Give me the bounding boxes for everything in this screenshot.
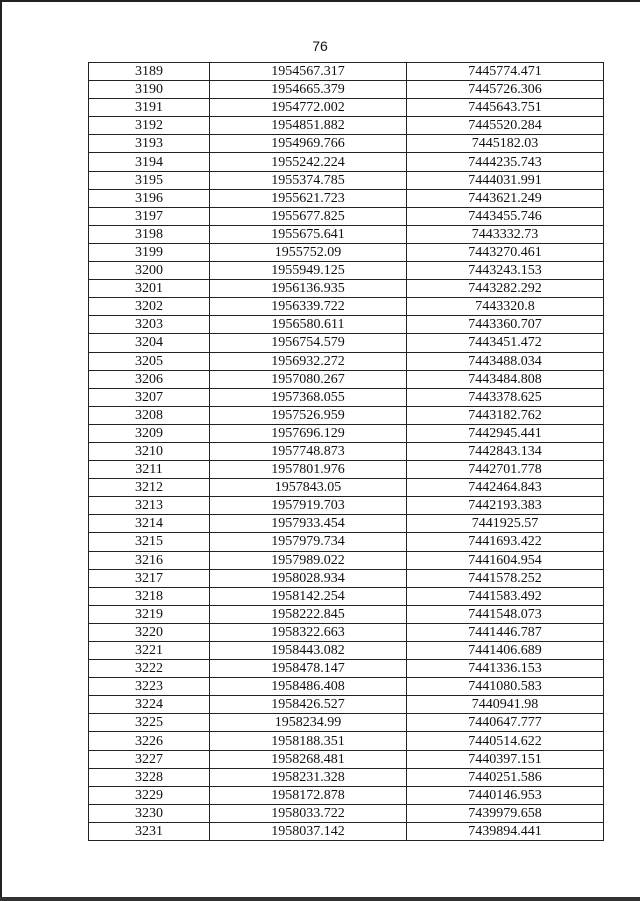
point-number-cell: 3210 xyxy=(89,442,210,460)
table-row xyxy=(89,388,604,406)
point-number-cell: 3215 xyxy=(89,533,210,551)
table-row xyxy=(89,660,604,678)
y-coordinate-cell: 7443360.707 xyxy=(407,316,604,334)
x-coordinate-cell: 1954851.882 xyxy=(210,117,407,135)
table-row xyxy=(89,461,604,479)
x-coordinate-cell: 1955675.641 xyxy=(210,225,407,243)
coordinates-table-body xyxy=(89,63,604,841)
x-coordinate-cell: 1958172.878 xyxy=(210,786,407,804)
point-number-cell: 3197 xyxy=(89,207,210,225)
table-row xyxy=(89,370,604,388)
y-coordinate-cell: 7444031.991 xyxy=(407,171,604,189)
y-coordinate-cell: 7440251.586 xyxy=(407,768,604,786)
point-number-cell: 3200 xyxy=(89,262,210,280)
point-number-cell: 3225 xyxy=(89,714,210,732)
x-coordinate-cell: 1958037.142 xyxy=(210,822,407,840)
table-row xyxy=(89,605,604,623)
point-number-cell: 3193 xyxy=(89,135,210,153)
table-row xyxy=(89,298,604,316)
table-row xyxy=(89,442,604,460)
y-coordinate-cell: 7442843.134 xyxy=(407,442,604,460)
point-number-cell: 3189 xyxy=(89,63,210,81)
point-number-cell: 3230 xyxy=(89,804,210,822)
table-row xyxy=(89,334,604,352)
table-row xyxy=(89,497,604,515)
x-coordinate-cell: 1957696.129 xyxy=(210,424,407,442)
point-number-cell: 3219 xyxy=(89,605,210,623)
point-number-cell: 3190 xyxy=(89,81,210,99)
point-number-cell: 3212 xyxy=(89,479,210,497)
y-coordinate-cell: 7445520.284 xyxy=(407,117,604,135)
y-coordinate-cell: 7441446.787 xyxy=(407,623,604,641)
y-coordinate-cell: 7441693.422 xyxy=(407,533,604,551)
table-row xyxy=(89,280,604,298)
y-coordinate-cell: 7443378.625 xyxy=(407,388,604,406)
point-number-cell: 3202 xyxy=(89,298,210,316)
table-row xyxy=(89,822,604,840)
table-row xyxy=(89,696,604,714)
x-coordinate-cell: 1958142.254 xyxy=(210,587,407,605)
point-number-cell: 3203 xyxy=(89,316,210,334)
table-row xyxy=(89,623,604,641)
scan-border-left xyxy=(0,0,2,901)
x-coordinate-cell: 1957989.022 xyxy=(210,551,407,569)
table-row xyxy=(89,804,604,822)
x-coordinate-cell: 1955752.09 xyxy=(210,243,407,261)
y-coordinate-cell: 7440941.98 xyxy=(407,696,604,714)
table-row xyxy=(89,99,604,117)
x-coordinate-cell: 1955677.825 xyxy=(210,207,407,225)
x-coordinate-cell: 1957933.454 xyxy=(210,515,407,533)
table-row xyxy=(89,732,604,750)
table-row xyxy=(89,153,604,171)
x-coordinate-cell: 1956339.722 xyxy=(210,298,407,316)
x-coordinate-cell: 1958268.481 xyxy=(210,750,407,768)
x-coordinate-cell: 1956136.935 xyxy=(210,280,407,298)
table-row xyxy=(89,786,604,804)
point-number-cell: 3196 xyxy=(89,189,210,207)
table-row xyxy=(89,642,604,660)
y-coordinate-cell: 7442701.778 xyxy=(407,461,604,479)
y-coordinate-cell: 7443320.8 xyxy=(407,298,604,316)
table-row xyxy=(89,63,604,81)
y-coordinate-cell: 7445643.751 xyxy=(407,99,604,117)
table-row xyxy=(89,135,604,153)
point-number-cell: 3214 xyxy=(89,515,210,533)
point-number-cell: 3205 xyxy=(89,352,210,370)
point-number-cell: 3213 xyxy=(89,497,210,515)
y-coordinate-cell: 7442193.383 xyxy=(407,497,604,515)
table-row xyxy=(89,207,604,225)
point-number-cell: 3221 xyxy=(89,642,210,660)
x-coordinate-cell: 1956932.272 xyxy=(210,352,407,370)
table-row xyxy=(89,569,604,587)
point-number-cell: 3194 xyxy=(89,153,210,171)
table-row xyxy=(89,551,604,569)
x-coordinate-cell: 1957979.734 xyxy=(210,533,407,551)
x-coordinate-cell: 1958028.934 xyxy=(210,569,407,587)
x-coordinate-cell: 1958231.328 xyxy=(210,768,407,786)
table-row xyxy=(89,750,604,768)
table-row xyxy=(89,225,604,243)
y-coordinate-cell: 7441604.954 xyxy=(407,551,604,569)
table-row xyxy=(89,243,604,261)
y-coordinate-cell: 7443455.746 xyxy=(407,207,604,225)
y-coordinate-cell: 7440397.151 xyxy=(407,750,604,768)
y-coordinate-cell: 7441406.689 xyxy=(407,642,604,660)
x-coordinate-cell: 1954665.379 xyxy=(210,81,407,99)
x-coordinate-cell: 1955621.723 xyxy=(210,189,407,207)
x-coordinate-cell: 1957748.873 xyxy=(210,442,407,460)
scan-border-top xyxy=(0,0,640,2)
point-number-cell: 3201 xyxy=(89,280,210,298)
y-coordinate-cell: 7443332.73 xyxy=(407,225,604,243)
table-row xyxy=(89,587,604,605)
y-coordinate-cell: 7440146.953 xyxy=(407,786,604,804)
point-number-cell: 3192 xyxy=(89,117,210,135)
x-coordinate-cell: 1958033.722 xyxy=(210,804,407,822)
point-number-cell: 3224 xyxy=(89,696,210,714)
x-coordinate-cell: 1957919.703 xyxy=(210,497,407,515)
x-coordinate-cell: 1958426.527 xyxy=(210,696,407,714)
point-number-cell: 3211 xyxy=(89,461,210,479)
point-number-cell: 3191 xyxy=(89,99,210,117)
table-row xyxy=(89,678,604,696)
point-number-cell: 3229 xyxy=(89,786,210,804)
y-coordinate-cell: 7441583.492 xyxy=(407,587,604,605)
table-row xyxy=(89,316,604,334)
x-coordinate-cell: 1958486.408 xyxy=(210,678,407,696)
y-coordinate-cell: 7445726.306 xyxy=(407,81,604,99)
table-row xyxy=(89,479,604,497)
table-row xyxy=(89,424,604,442)
x-coordinate-cell: 1958234.99 xyxy=(210,714,407,732)
y-coordinate-cell: 7440647.777 xyxy=(407,714,604,732)
point-number-cell: 3222 xyxy=(89,660,210,678)
x-coordinate-cell: 1957843.05 xyxy=(210,479,407,497)
x-coordinate-cell: 1956754.579 xyxy=(210,334,407,352)
point-number-cell: 3199 xyxy=(89,243,210,261)
x-coordinate-cell: 1954969.766 xyxy=(210,135,407,153)
point-number-cell: 3218 xyxy=(89,587,210,605)
point-number-cell: 3207 xyxy=(89,388,210,406)
table-row xyxy=(89,533,604,551)
x-coordinate-cell: 1958322.663 xyxy=(210,623,407,641)
point-number-cell: 3228 xyxy=(89,768,210,786)
y-coordinate-cell: 7444235.743 xyxy=(407,153,604,171)
table-row xyxy=(89,768,604,786)
y-coordinate-cell: 7443282.292 xyxy=(407,280,604,298)
point-number-cell: 3223 xyxy=(89,678,210,696)
y-coordinate-cell: 7440514.622 xyxy=(407,732,604,750)
point-number-cell: 3231 xyxy=(89,822,210,840)
y-coordinate-cell: 7443182.762 xyxy=(407,406,604,424)
coordinates-table xyxy=(88,62,604,841)
y-coordinate-cell: 7439979.658 xyxy=(407,804,604,822)
table-row xyxy=(89,262,604,280)
x-coordinate-cell: 1958478.147 xyxy=(210,660,407,678)
point-number-cell: 3217 xyxy=(89,569,210,587)
x-coordinate-cell: 1954772.002 xyxy=(210,99,407,117)
y-coordinate-cell: 7442945.441 xyxy=(407,424,604,442)
page-number: 76 xyxy=(312,38,328,54)
table-row xyxy=(89,714,604,732)
y-coordinate-cell: 7442464.843 xyxy=(407,479,604,497)
table-row xyxy=(89,117,604,135)
y-coordinate-cell: 7441080.583 xyxy=(407,678,604,696)
point-number-cell: 3198 xyxy=(89,225,210,243)
table-row xyxy=(89,81,604,99)
scan-border-bottom xyxy=(0,897,640,901)
y-coordinate-cell: 7445182.03 xyxy=(407,135,604,153)
x-coordinate-cell: 1955374.785 xyxy=(210,171,407,189)
point-number-cell: 3209 xyxy=(89,424,210,442)
x-coordinate-cell: 1957526.959 xyxy=(210,406,407,424)
y-coordinate-cell: 7439894.441 xyxy=(407,822,604,840)
x-coordinate-cell: 1955242.224 xyxy=(210,153,407,171)
y-coordinate-cell: 7441548.073 xyxy=(407,605,604,623)
point-number-cell: 3226 xyxy=(89,732,210,750)
x-coordinate-cell: 1957368.055 xyxy=(210,388,407,406)
y-coordinate-cell: 7441578.252 xyxy=(407,569,604,587)
y-coordinate-cell: 7443621.249 xyxy=(407,189,604,207)
x-coordinate-cell: 1958222.845 xyxy=(210,605,407,623)
y-coordinate-cell: 7443270.461 xyxy=(407,243,604,261)
point-number-cell: 3227 xyxy=(89,750,210,768)
x-coordinate-cell: 1955949.125 xyxy=(210,262,407,280)
x-coordinate-cell: 1958188.351 xyxy=(210,732,407,750)
table-row xyxy=(89,406,604,424)
y-coordinate-cell: 7443451.472 xyxy=(407,334,604,352)
point-number-cell: 3220 xyxy=(89,623,210,641)
y-coordinate-cell: 7441336.153 xyxy=(407,660,604,678)
table-row xyxy=(89,515,604,533)
table-row xyxy=(89,352,604,370)
y-coordinate-cell: 7443484.808 xyxy=(407,370,604,388)
y-coordinate-cell: 7443243.153 xyxy=(407,262,604,280)
x-coordinate-cell: 1954567.317 xyxy=(210,63,407,81)
y-coordinate-cell: 7443488.034 xyxy=(407,352,604,370)
table-row xyxy=(89,189,604,207)
x-coordinate-cell: 1957080.267 xyxy=(210,370,407,388)
x-coordinate-cell: 1956580.611 xyxy=(210,316,407,334)
y-coordinate-cell: 7441925.57 xyxy=(407,515,604,533)
x-coordinate-cell: 1958443.082 xyxy=(210,642,407,660)
y-coordinate-cell: 7445774.471 xyxy=(407,63,604,81)
point-number-cell: 3208 xyxy=(89,406,210,424)
x-coordinate-cell: 1957801.976 xyxy=(210,461,407,479)
point-number-cell: 3216 xyxy=(89,551,210,569)
table-row xyxy=(89,171,604,189)
point-number-cell: 3204 xyxy=(89,334,210,352)
point-number-cell: 3206 xyxy=(89,370,210,388)
point-number-cell: 3195 xyxy=(89,171,210,189)
